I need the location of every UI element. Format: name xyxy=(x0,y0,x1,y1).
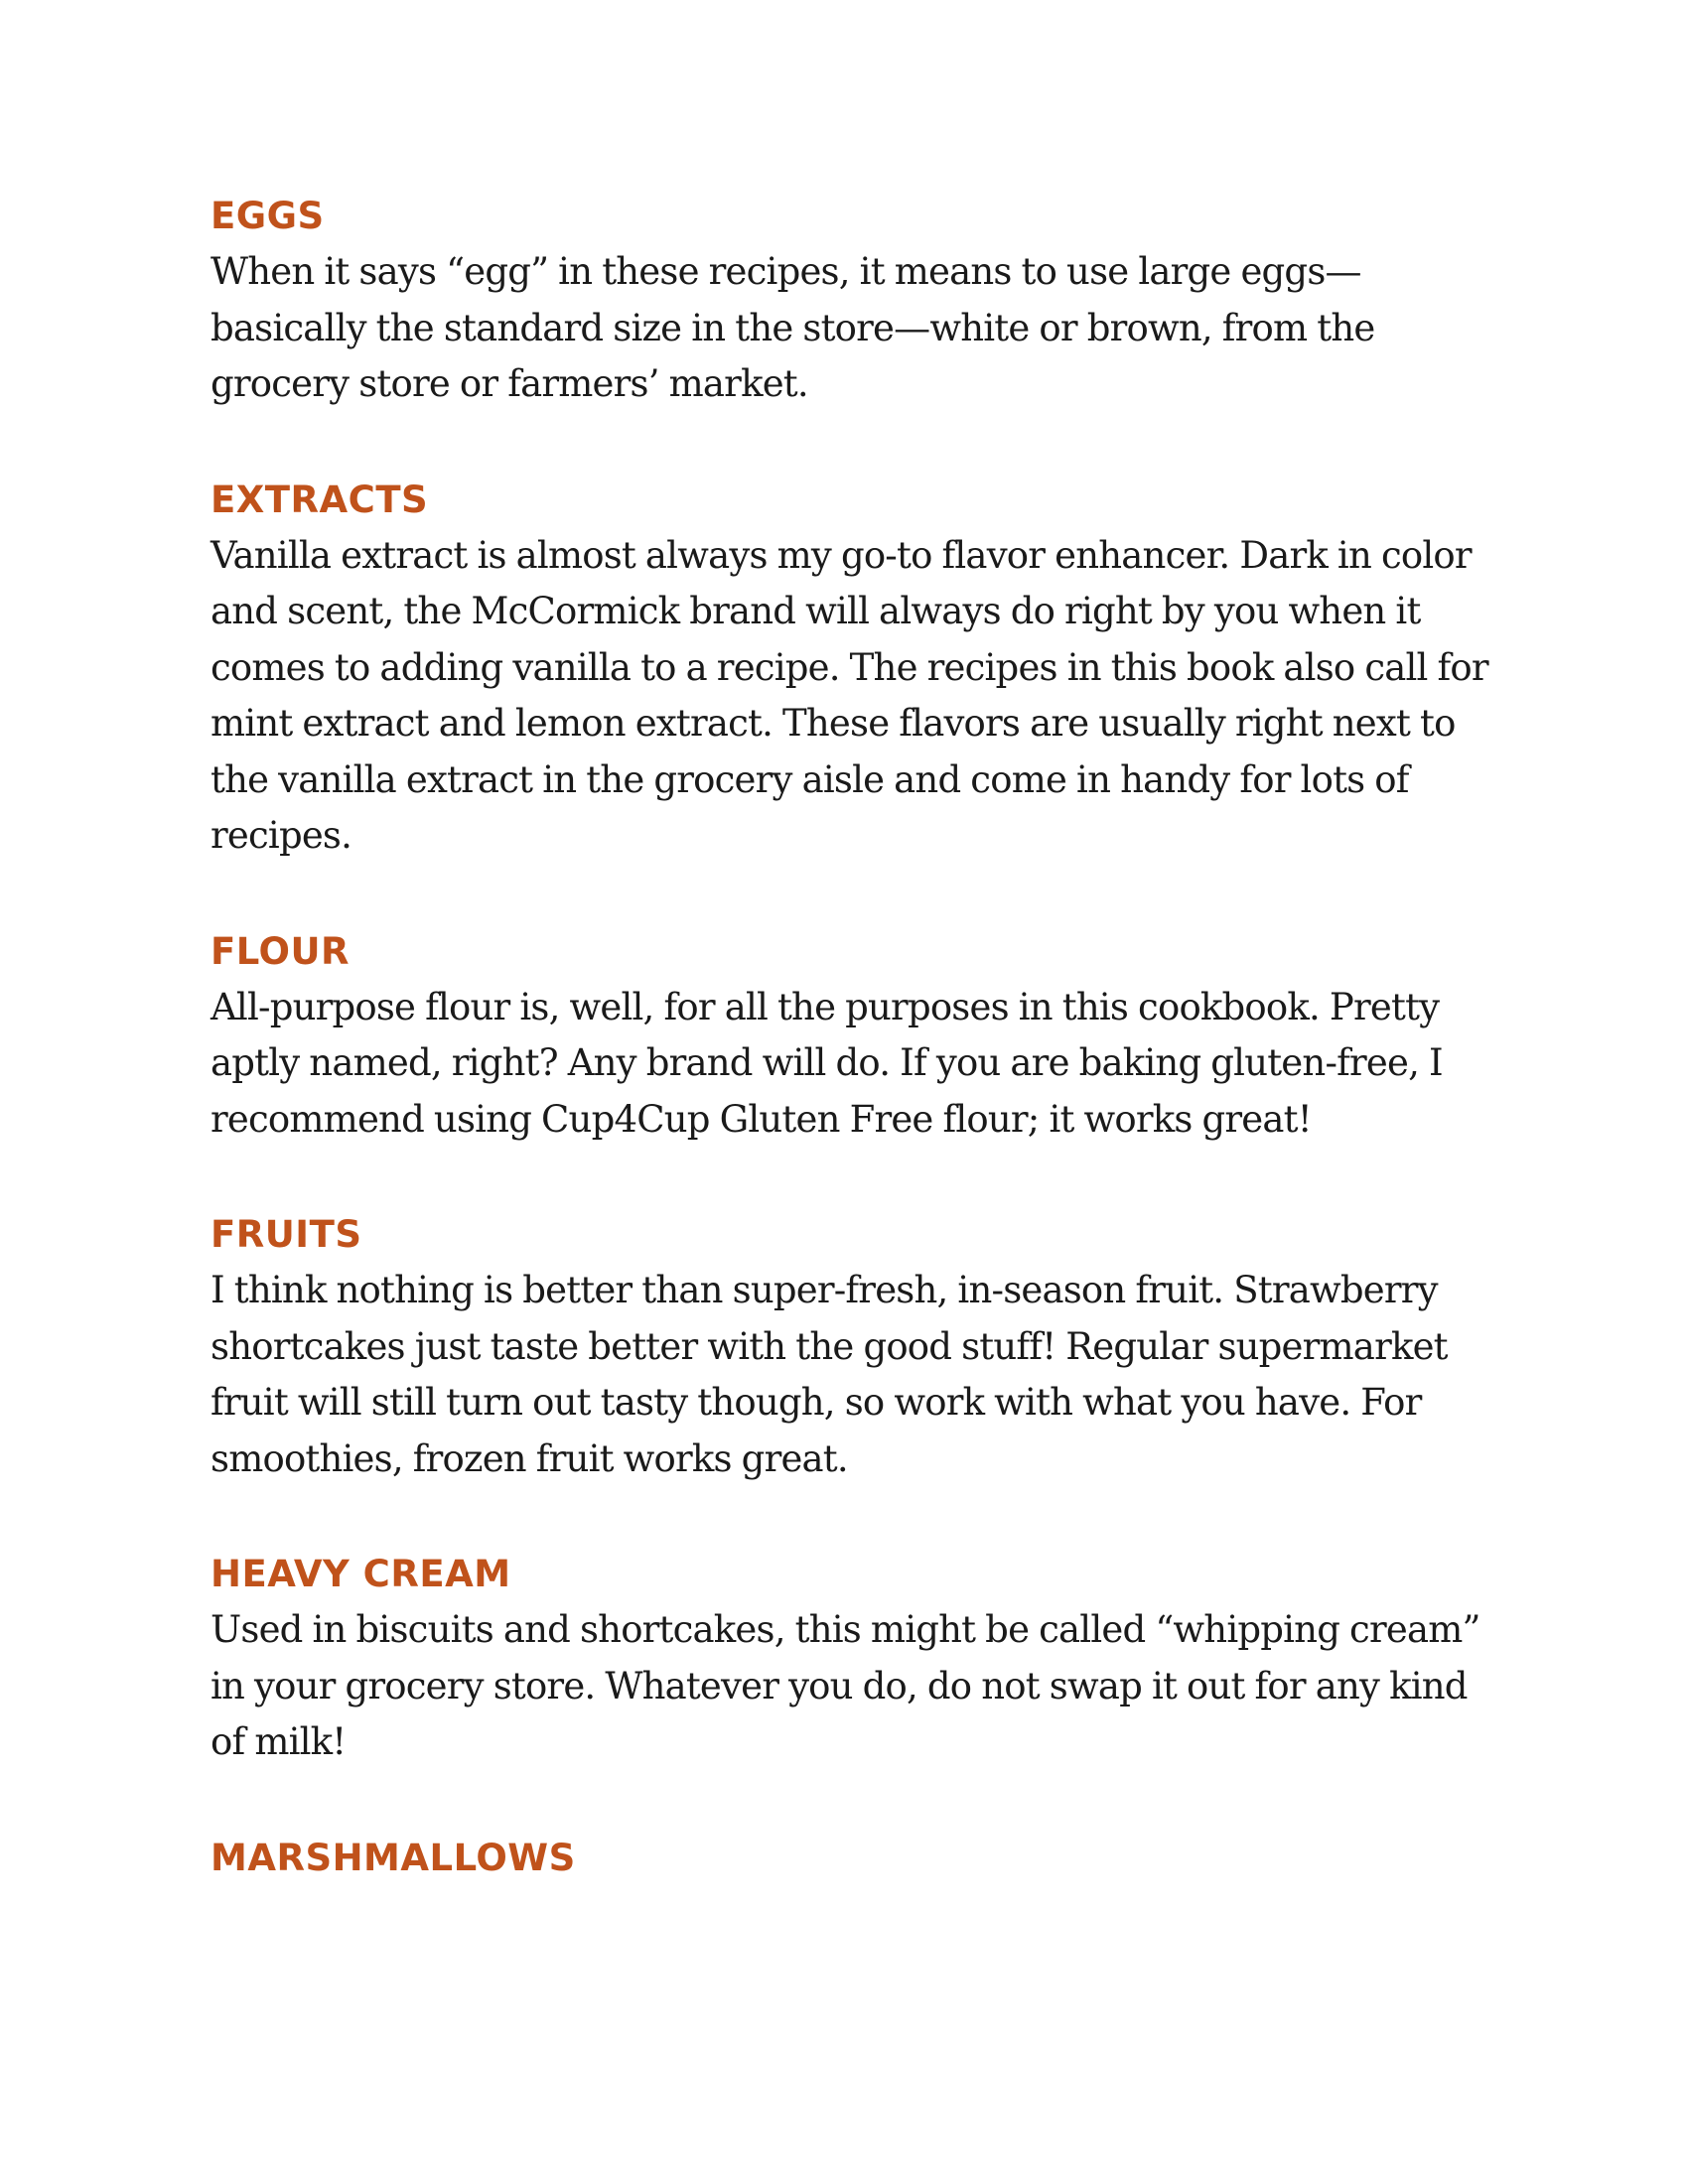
section-heavy-cream xyxy=(211,1553,1501,1771)
section-fruits xyxy=(211,1213,1501,1487)
section-body: I think nothing is better than super-fresh, in-season fruit. Strawberry shortcakes just taste better with the good stuff! Regular supermarket fruit will still turn out tasty though, so work with what you have. For smoothies, frozen fruit works great. xyxy=(211,1269,1448,1480)
section-marshmallows xyxy=(211,1837,1501,1880)
section-heading: FLOUR xyxy=(211,929,351,973)
section-body: All-purpose flour is, well, for all the purposes in this cookbook. Pretty aptly named, right? Any brand will do. If you are baking gluten-free, I recommend using Cup4Cup Gluten Free flour; it works great! xyxy=(211,985,1443,1141)
section-heading: FRUITS xyxy=(211,1213,362,1256)
section-heading: HEAVY CREAM xyxy=(211,1553,511,1595)
section-body: When it says “egg” in these recipes, it means to use large eggs—basically the standard size in the store—white or brown, from the grocery store or farmers’ market. xyxy=(211,250,1375,405)
section-eggs xyxy=(211,195,1501,413)
document-page xyxy=(211,195,1501,1946)
section-heading: EXTRACTS xyxy=(211,478,429,521)
section-body: Used in biscuits and shortcakes, this might be called “whipping cream” in your grocery store. Whatever you do, do not swap it out for any kind of milk! xyxy=(211,1608,1480,1763)
section-body: Vanilla extract is almost always my go-to flavor enhancer. Dark in color and scent, the McCormick brand will always do right by you when it comes to adding vanilla to a recipe. The recipes in this book also call for mint extract and lemon extract. These flavors are usually right next to the vanilla extract in the grocery aisle and come in handy for lots of recipes. xyxy=(211,533,1488,857)
section-heading: MARSHMALLOWS xyxy=(211,1836,576,1879)
section-flour xyxy=(211,930,1501,1149)
section-heading: EGGS xyxy=(211,195,325,237)
section-extracts xyxy=(211,478,1501,865)
